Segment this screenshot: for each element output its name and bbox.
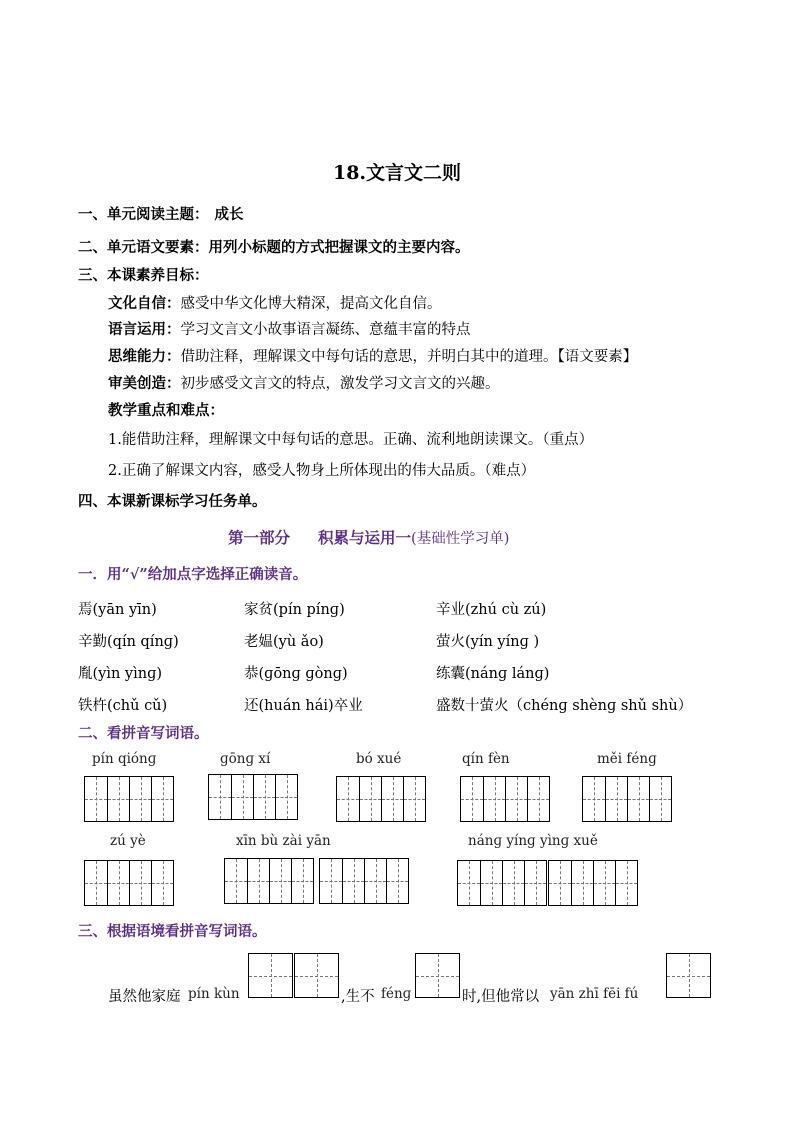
focus-item: 1.能借助注释，理解课文中每句话的意思。正确、流利地朗读课文。（重点） <box>108 432 594 448</box>
writing-box[interactable] <box>84 776 174 822</box>
part-name: 第一部分 <box>228 528 291 547</box>
pinyin-prompt: nánɡ yínɡ yìnɡ xuě <box>468 833 598 849</box>
writing-box[interactable] <box>460 776 550 822</box>
pinyin-prompt: ɡōnɡ xí <box>220 751 271 767</box>
choice-item[interactable]: 还(huán hái)卒业 <box>244 698 363 714</box>
section-language-element: 二、单元语文要素：用列小标题的方式把握课文的主要内容。 <box>78 239 470 256</box>
section-goals: 三、本课素养目标： <box>78 267 209 284</box>
writing-box[interactable] <box>336 776 426 822</box>
choice-item[interactable]: 辛勤(qín qínɡ) <box>78 634 179 650</box>
writing-box[interactable] <box>319 858 409 904</box>
pinyin-prompt: xīn bù zài yān <box>236 833 331 849</box>
choice-item[interactable]: 家贫(pín pínɡ) <box>244 602 345 618</box>
pinyin-prompt: fénɡ <box>381 986 412 1002</box>
goal-item: 审美创造：初步感受文言文的特点，激发学习文言文的兴趣。 <box>108 375 500 392</box>
pinyin-prompt: pín qiónɡ <box>92 751 157 767</box>
choice-item[interactable]: 辛业(zhú cù zú) <box>436 602 547 618</box>
part-note: (基础性学习单) <box>411 531 510 547</box>
section-value: 成长 <box>214 206 244 223</box>
pinyin-prompt: měi fénɡ <box>597 751 657 767</box>
pinyin-prompt: zú yè <box>110 833 146 849</box>
section-reading-theme <box>78 203 244 224</box>
goal-item: 文化自信：感受中华文化博大精深，提高文化自信。 <box>108 295 442 312</box>
part-header <box>228 526 509 548</box>
writing-box[interactable] <box>208 774 298 820</box>
writing-box[interactable] <box>457 860 547 906</box>
writing-box[interactable] <box>224 858 314 904</box>
writing-box[interactable] <box>666 953 711 998</box>
goal-item: 语言运用：学习文言文小故事语言凝练、意蕴丰富的特点 <box>108 321 471 338</box>
writing-box[interactable] <box>84 860 174 906</box>
writing-box[interactable] <box>294 953 339 998</box>
pinyin-prompt: bó xué <box>356 751 402 767</box>
pinyin-prompt: yān zhī fēi fú <box>550 986 639 1002</box>
question-1-label: 一．用“√”给加点字选择正确读音。 <box>78 566 308 583</box>
part-subtitle: 积累与运用一 <box>318 528 412 547</box>
writing-box[interactable] <box>582 776 672 822</box>
choice-item[interactable]: 盛数十萤火（chénɡ shènɡ shǔ shù） <box>436 698 693 714</box>
choice-item[interactable]: 恭(ɡōnɡ ɡònɡ) <box>244 666 348 682</box>
pinyin-prompt: pín kùn <box>188 986 240 1002</box>
question-2-label: 二、看拼音写词语。 <box>78 725 209 742</box>
choice-item[interactable]: 胤(yìn yìnɡ) <box>78 666 163 682</box>
context-sentence-part: 时,但他常以 <box>462 989 540 1005</box>
context-sentence-part: ,生不 <box>341 989 375 1005</box>
section-label: 一、单元阅读主题： <box>78 206 209 223</box>
choice-item[interactable]: 焉(yān yīn) <box>78 602 157 618</box>
choice-item[interactable]: 老媪(yù ǎo) <box>244 634 324 650</box>
goal-item: 思维能力：借助注释，理解课文中每句话的意思，并明白其中的道理。【语文要素】 <box>108 348 638 365</box>
choice-item[interactable]: 练囊(nánɡ lánɡ) <box>436 666 550 682</box>
section-task-list: 四、本课新课标学习任务单。 <box>78 493 267 510</box>
writing-box[interactable] <box>415 953 460 998</box>
writing-box[interactable] <box>548 860 638 906</box>
focus-item: 2.正确了解课文内容，感受人物身上所体现出的伟大品质。（难点） <box>108 463 536 479</box>
choice-item[interactable]: 萤火(yín yínɡ ) <box>436 634 540 650</box>
context-sentence-part: 虽然他家庭 <box>108 989 181 1005</box>
writing-box[interactable] <box>248 953 293 998</box>
question-3-label: 三、根据语境看拼音写词语。 <box>78 923 267 940</box>
page-title: 18.文言文二则 <box>332 162 462 184</box>
choice-item[interactable]: 铁杵(chǔ cǔ) <box>78 698 168 714</box>
focus-title: 教学重点和难点： <box>108 402 224 419</box>
pinyin-prompt: qín fèn <box>462 751 510 767</box>
